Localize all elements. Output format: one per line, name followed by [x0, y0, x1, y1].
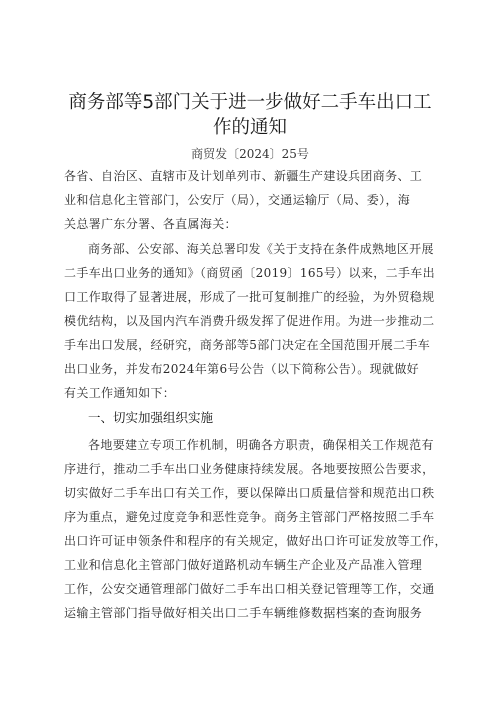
paragraph-line: 工作，公安交通管理部门做好二手车出口相关登记管理等工作，交通 — [64, 582, 435, 596]
section-heading: 一、切实加强组织实施 — [88, 410, 214, 425]
document-number: 商贸发〔2024〕25号 — [191, 147, 309, 161]
paragraph-line: 出口许可证申领条件和程序的有关规定，做好出口许可证发放等工作， — [64, 534, 447, 548]
paragraph-line: 二手车出口业务的通知》（商贸函〔2019〕165号）以来，二手车出 — [64, 266, 435, 280]
paragraph-line: 序进行，推动二手车出口业务健康持续发展。各地要按照公告要求， — [64, 462, 435, 476]
paragraph-line: 口工作取得了显著进展，形成了一批可复制推广的经验，为外贸稳规 — [64, 290, 435, 304]
paragraph-line: 序为重点，避免过度竞争和恶性竞争。商务主管部门严格按照二手车 — [64, 510, 435, 524]
addressee-line: 各省、自治区、直辖市及计划单列市、新疆生产建设兵团商务、工 — [64, 169, 423, 183]
paragraph-line: 切实做好二手车出口有关工作，要以保障出口质量信誉和规范出口秩 — [64, 486, 435, 500]
paragraph-line: 运输主管部门指导做好相关出口二手车辆维修数据档案的查询服务 — [64, 606, 423, 620]
paragraph-line: 有关工作通知如下： — [64, 386, 176, 400]
paragraph-line: 商务部、公安部、海关总署印发《关于支持在条件成熟地区开展 — [88, 242, 434, 256]
document-title-line-1: 商务部等5部门关于进一步做好二手车出口工 — [68, 92, 432, 113]
paragraph-line: 模优结构，以及国内汽车消费升级发挥了促进作用。为进一步推动二 — [64, 314, 435, 328]
paragraph-line: 各地要建立专项工作机制，明确各方职责，确保相关工作规范有 — [88, 438, 434, 452]
addressee-line: 关总署广东分署、各直属海关： — [64, 217, 237, 231]
document-title-line-2: 作的通知 — [212, 117, 287, 138]
paragraph-line: 工业和信息化主管部门做好道路机动车辆生产企业及产品准入管理 — [64, 558, 423, 572]
paragraph-line: 出口业务，并发布2024年第6号公告（以下简称公告）。现就做好 — [64, 362, 420, 376]
paragraph-line: 手车出口发展，经研究，商务部等5部门决定在全国范围开展二手车 — [64, 338, 431, 352]
addressee-line: 业和信息化主管部门，公安厅（局），交通运输厅（局、委），海 — [64, 193, 411, 207]
